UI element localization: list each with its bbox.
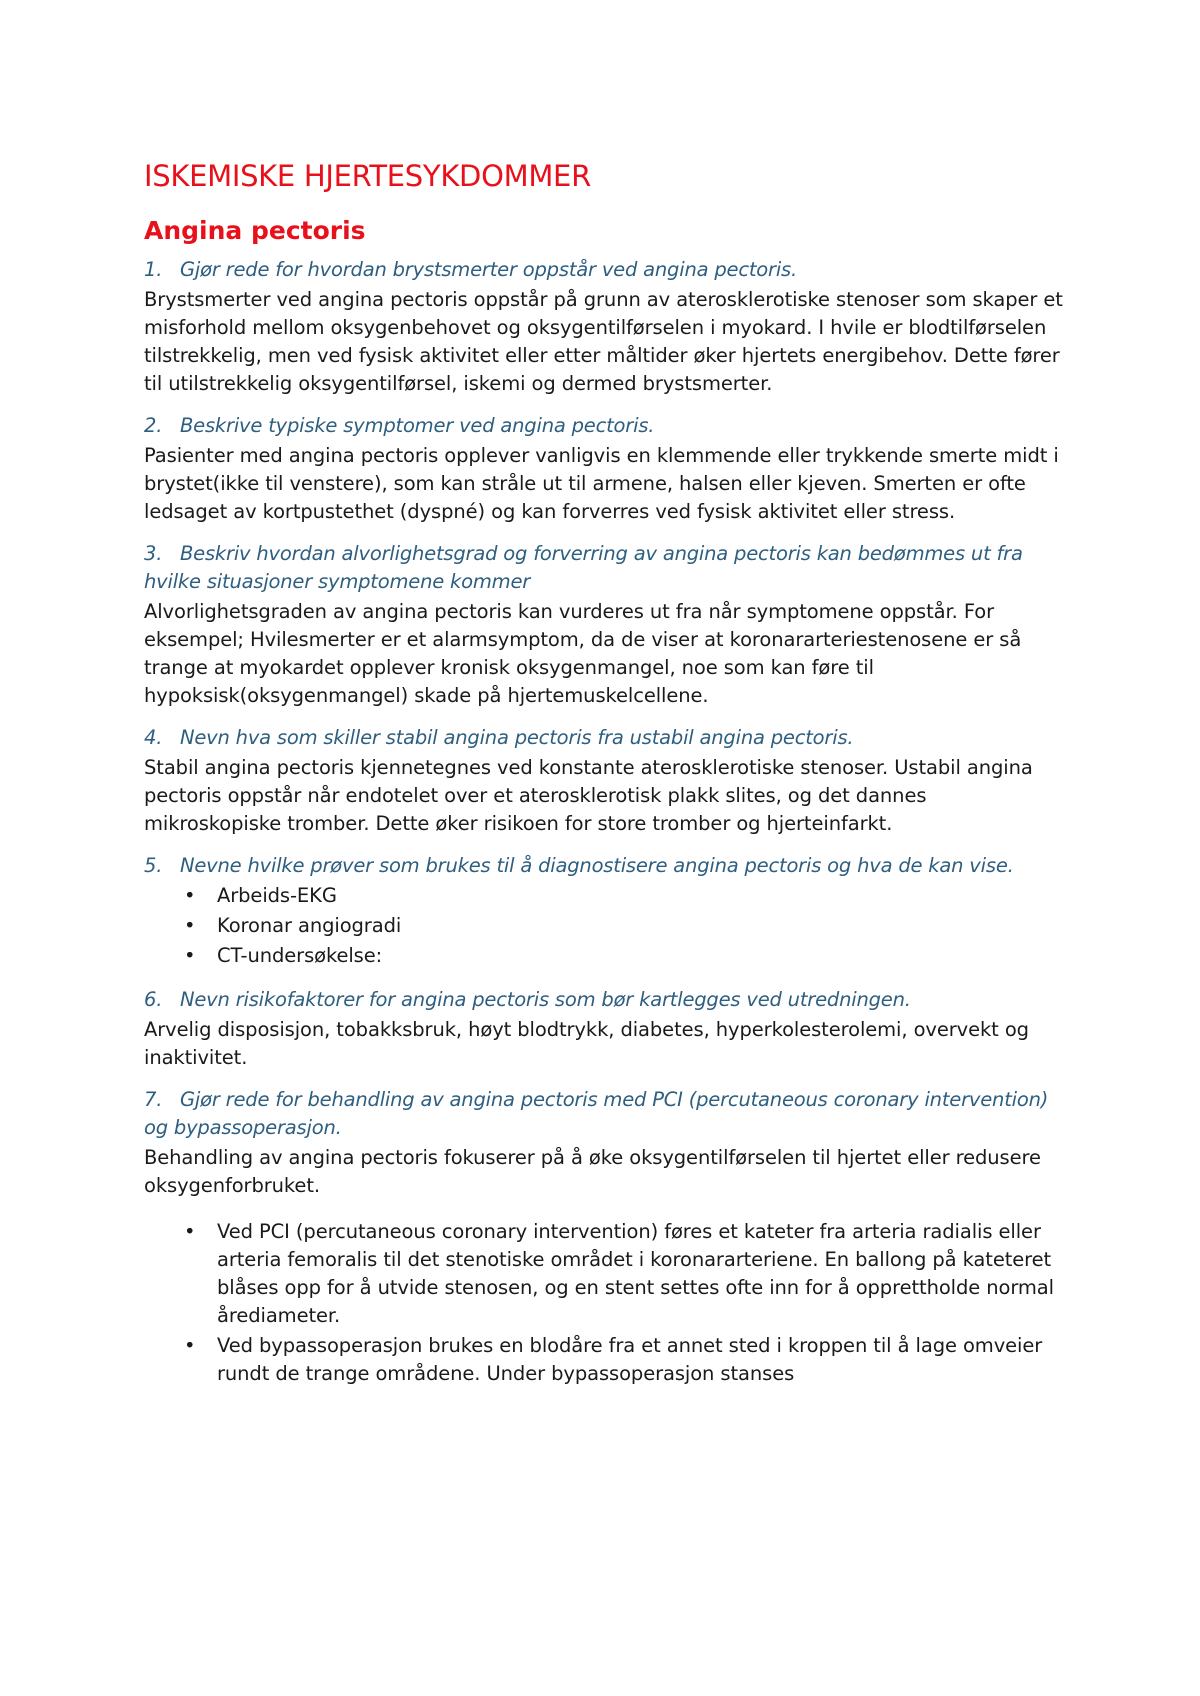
question-text: Nevn risikofaktorer for angina pectoris som bør kartlegges ved utredningen. <box>180 988 911 1012</box>
treatment-list <box>144 1218 1064 1388</box>
question-6 <box>144 986 1064 1014</box>
list-item: • Ved bypassoperasjon brukes en blodåre fra et annet sted i kroppen til å lage omveier rundt de trange områdene. Under bypassoperasjon stanses <box>144 1332 1064 1388</box>
question-text: Nevne hvilke prøver som brukes til å diagnostisere angina pectoris og hva de kan vise. <box>180 854 1014 878</box>
list-item: • CT-undersøkelse: <box>144 942 1064 970</box>
question-number: 4. <box>144 726 163 750</box>
answer-3: Alvorlighetsgraden av angina pectoris kan vurderes ut fra når symptomene oppstår. For eksempel; Hvilesmerter er et alarmsymptom, da de viser at koronararteriestenosene er så trange at myokardet opplever kronisk oksygenmangel, noe som kan føre til hypoksisk(oksygenmangel) skade på hjertemuskelcellene. <box>144 600 1022 708</box>
answer-6: Arvelig disposisjon, tobakksbruk, høyt blodtrykk, diabetes, hyperkolesterolemi, overvekt og inaktivitet. <box>144 1018 1029 1070</box>
question-3 <box>144 540 1064 596</box>
question-number: 2. <box>144 414 163 438</box>
question-number: 1. <box>144 258 163 282</box>
question-number: 6. <box>144 988 163 1012</box>
question-number: 5. <box>144 854 163 878</box>
list-item: • Arbeids-EKG <box>144 882 1064 910</box>
answer-1: Brystsmerter ved angina pectoris oppstår på grunn av aterosklerotiske stenoser som skaper et misforhold mellom oksygenbehovet og oksygentilførselen i myokard. I hvile er blodtilførselen tilstrekkelig, men ved fysisk aktivitet eller etter måltider øker hjertets energibehov. Dette fører til utilstrekkelig oksygentilførsel, iskemi og dermed brystsmerter. <box>144 288 1063 396</box>
question-text: Nevn hva som skiller stabil angina pectoris fra ustabil angina pectoris. <box>180 726 854 750</box>
list-item: • Ved PCI (percutaneous coronary intervention) føres et kateter fra arteria radialis eller arteria femoralis til det stenotiske området i koronararteriene. En ballong på kateteret blåses opp for å utvide stenosen, og en stent settes ofte inn for å opprettholde normal årediameter. <box>144 1218 1064 1330</box>
question-text: Gjør rede for hvordan brystsmerter oppstår ved angina pectoris. <box>180 258 798 282</box>
answer-7: Behandling av angina pectoris fokuserer på å øke oksygentilførselen til hjertet eller redusere oksygenforbruket. <box>144 1146 1041 1198</box>
document-page <box>144 158 1064 1404</box>
test-list <box>144 882 1064 970</box>
question-number: 7. <box>144 1088 163 1112</box>
question-2 <box>144 412 1064 440</box>
question-number: 3. <box>144 542 163 566</box>
question-text: Beskriv hvordan alvorlighetsgrad og forverring av angina pectoris kan bedømmes ut fra hvilke situasjoner symptomene kommer <box>144 542 1023 594</box>
document-title: ISKEMISKE HJERTESYKDOMMER <box>144 159 591 193</box>
answer-2: Pasienter med angina pectoris opplever vanligvis en klemmende eller trykkende smerte midt i brystet(ikke til venstere), som kan stråle ut til armene, halsen eller kjeven. Smerten er ofte ledsaget av kortpustethet (dyspné) og kan forverres ved fysisk aktivitet eller stress. <box>144 444 1059 524</box>
list-item: • Koronar angiogradi <box>144 912 1064 940</box>
section-heading: Angina pectoris <box>144 216 366 246</box>
question-text: Beskrive typiske symptomer ved angina pectoris. <box>180 414 655 438</box>
question-7 <box>144 1086 1064 1142</box>
question-1 <box>144 256 1064 284</box>
question-4 <box>144 724 1064 752</box>
question-5 <box>144 852 1064 880</box>
question-text: Gjør rede for behandling av angina pectoris med PCI (percutaneous coronary intervention) og bypassoperasjon. <box>144 1088 1049 1140</box>
answer-4: Stabil angina pectoris kjennetegnes ved konstante aterosklerotiske stenoser. Ustabil angina pectoris oppstår når endotelet over et aterosklerotisk plakk slites, og det dannes mikroskopiske tromber. Dette øker risikoen for store tromber og hjerteinfarkt. <box>144 756 1033 836</box>
